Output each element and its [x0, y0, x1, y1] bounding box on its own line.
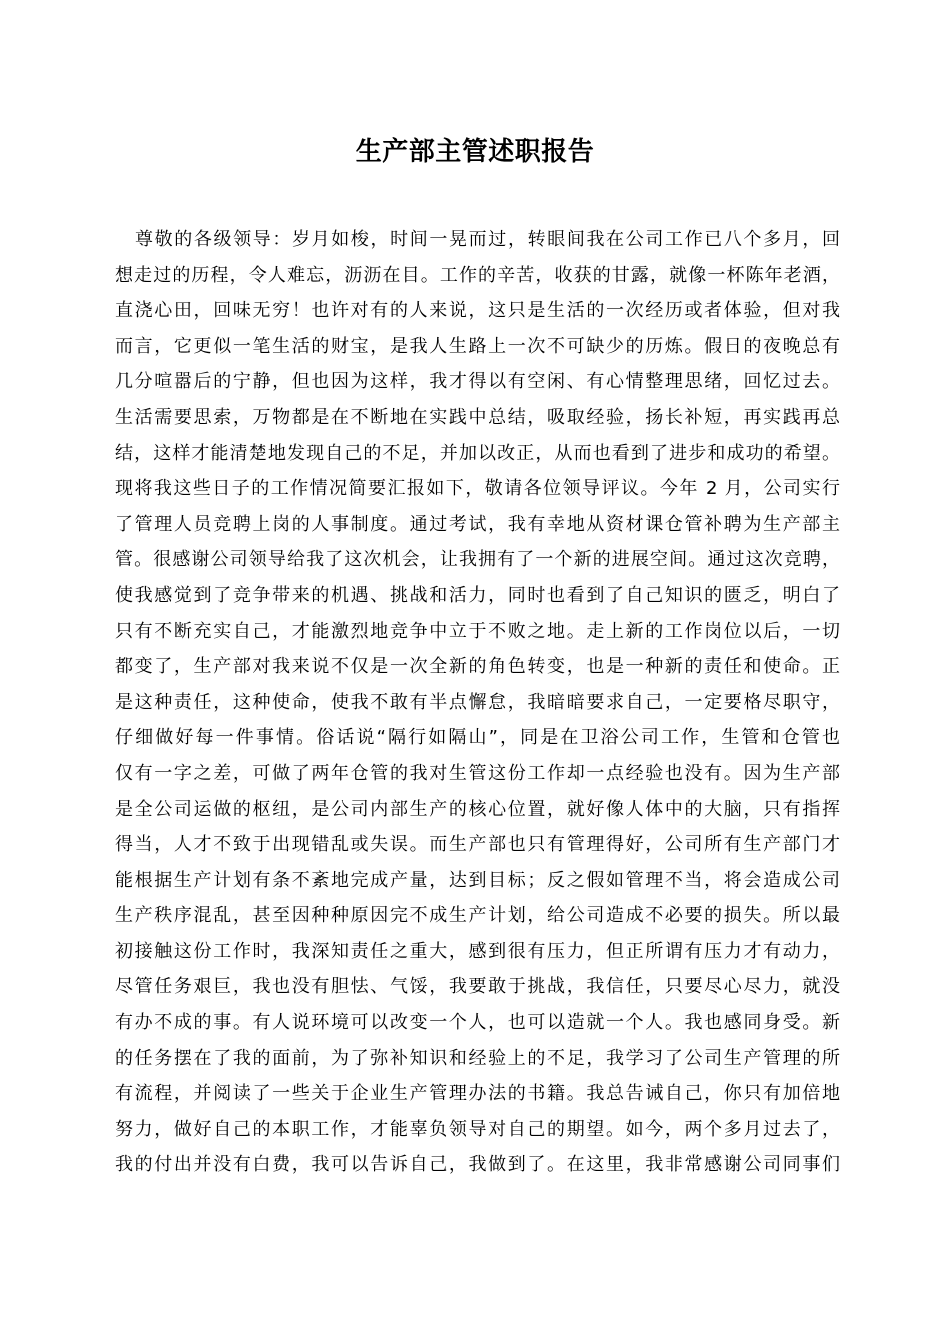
text-line: 而言，它更似一笔生活的财宝，是我人生路上一次不可缺少的历炼。假日的夜晚总有: [115, 335, 840, 357]
text-line: 结，这样才能清楚地发现自己的不足，并加以改正，从而也看到了进步和成功的希望。: [115, 442, 840, 464]
text-line: 仔细做好每一件事情。俗话说“隔行如隔山”，同是在卫浴公司工作，生管和仓管也: [115, 727, 840, 749]
text-line: 几分喧嚣后的宁静，但也因为这样，我才得以有空闲、有心情整理思绪，回忆过去。: [115, 371, 840, 393]
document-title: 生产部主管述职报告: [355, 137, 595, 167]
text-line: 有办不成的事。有人说环境可以改变一个人，也可以造就一个人。我也感同身受。新: [115, 1012, 840, 1034]
text-line: 是这种责任，这种使命，使我不敢有半点懈怠，我暗暗要求自己，一定要格尽职守，: [115, 691, 840, 713]
text-line: 管。很感谢公司领导给我了这次机会，让我拥有了一个新的进展空间。通过这次竞聘，: [115, 549, 840, 571]
text-line: 生活需要思索，万物都是在不断地在实践中总结，吸取经验，扬长补短，再实践再总: [115, 406, 840, 428]
text-line: 只有不断充实自己，才能激烈地竞争中立于不败之地。走上新的工作岗位以后，一切: [115, 620, 840, 642]
text-line: 初接触这份工作时，我深知责任之重大，感到很有压力，但正所谓有压力才有动力，: [115, 940, 840, 962]
text-line: 生产秩序混乱，甚至因种种原因完不成生产计划，给公司造成不必要的损失。所以最: [115, 905, 840, 927]
text-line: 的任务摆在了我的面前，为了弥补知识和经验上的不足，我学习了公司生产管理的所: [115, 1047, 840, 1069]
text-line: 努力，做好自己的本职工作，才能辜负领导对自己的期望。如今，两个多月过去了，: [115, 1118, 840, 1140]
text-line: 尊敬的各级领导：岁月如梭，时间一晃而过，转眼间我在公司工作已八个多月，回: [135, 229, 840, 250]
text-line: 想走过的历程，令人难忘，沥沥在目。工作的辛苦，收获的甘露，就像一杯陈年老酒，: [115, 264, 840, 286]
text-line: 使我感觉到了竞争带来的机遇、挑战和活力，同时也看到了自己知识的匮乏，明白了: [115, 584, 840, 606]
text-line: 能根据生产计划有条不紊地完成产量，达到目标；反之假如管理不当，将会造成公司: [115, 869, 840, 891]
text-line: 直浇心田，回味无穷！也许对有的人来说，这只是生活的一次经历或者体验，但对我: [115, 300, 840, 322]
text-line: 我的付出并没有白费，我可以告诉自己，我做到了。在这里，我非常感谢公司同事们: [115, 1154, 840, 1176]
text-line: 仅有一字之差，可做了两年仓管的我对生管这份工作却一点经验也没有。因为生产部: [115, 762, 840, 784]
text-line: 都变了，生产部对我来说不仅是一次全新的角色转变，也是一种新的责任和使命。正: [115, 656, 840, 678]
text-line: 现将我这些日子的工作情况简要汇报如下，敬请各位领导评议。今年 2 月，公司实行: [115, 478, 840, 500]
text-line: 得当，人才不致于出现错乱或失误。而生产部也只有管理得好，公司所有生产部门才: [115, 834, 840, 856]
body-paragraph: [115, 222, 840, 1183]
text-line: 有流程，并阅读了一些关于企业生产管理办法的书籍。我总告诫自己，你只有加倍地: [115, 1083, 840, 1105]
text-line: 了管理人员竞聘上岗的人事制度。通过考试，我有幸地从资材课仓管补聘为生产部主: [115, 513, 840, 535]
text-line: 尽管任务艰巨，我也没有胆怯、气馁，我要敢于挑战，我信任，只要尽心尽力，就没: [115, 976, 840, 998]
text-line: 是全公司运做的枢纽，是公司内部生产的核心位置，就好像人体中的大脑，只有指挥: [115, 798, 840, 820]
